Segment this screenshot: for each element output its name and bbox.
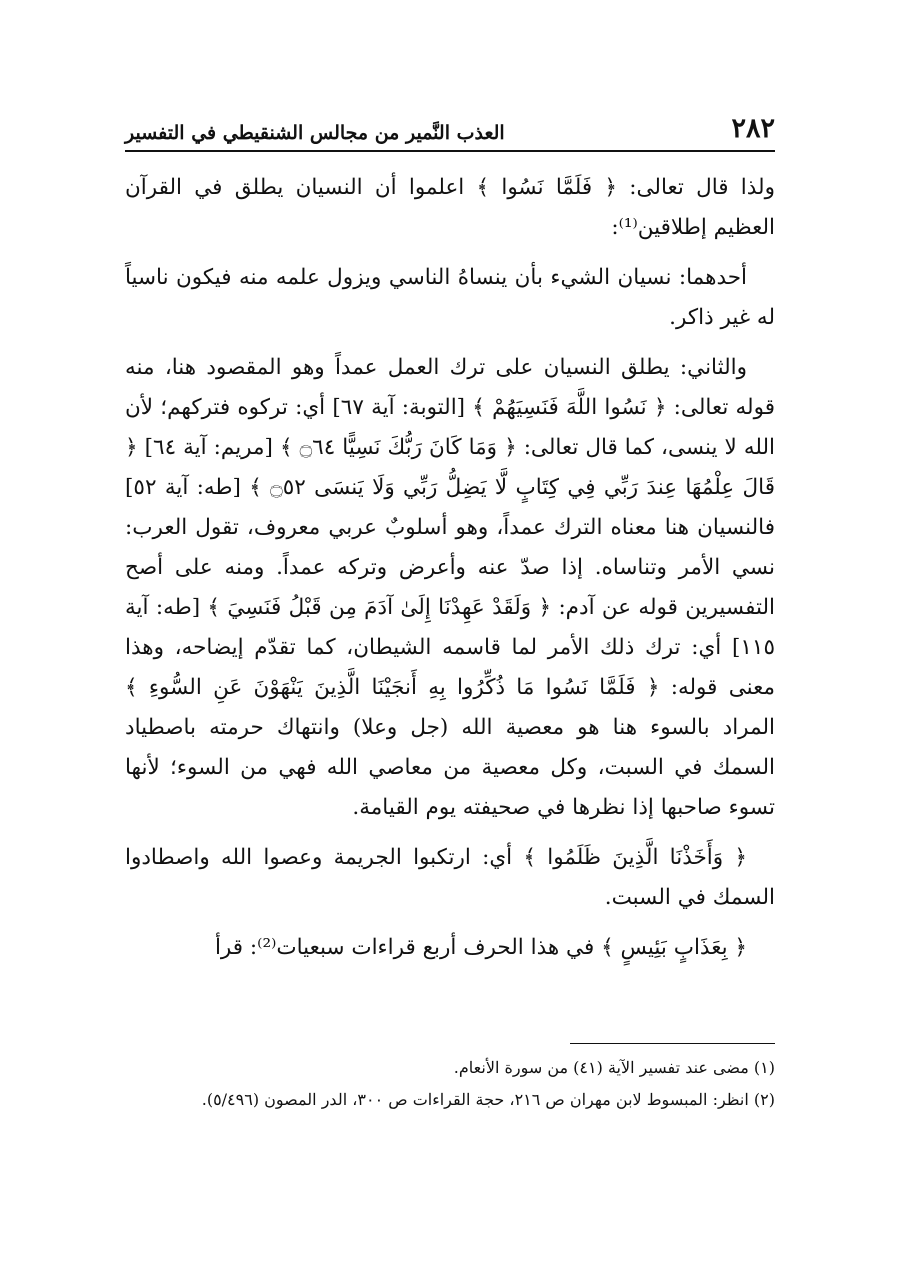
running-title: العذب النَّمير من مجالس الشنقيطي في التفسير	[125, 122, 505, 144]
paragraph-readings: ﴿ بِعَذَابٍ بَئِيسٍ ﴾ في هذا الحرف أربع قراءات سبعيات⁽²⁾: قرأ	[214, 935, 747, 960]
footnotes	[125, 1052, 775, 1116]
paragraph-intro: ولذا قال تعالى: ﴿ فَلَمَّا نَسُوا ﴾ اعلموا أن النسيان يطلق في القرآن العظيم إطلاقين⁽¹⁾:	[125, 175, 775, 240]
footnote-2: (٢) انظر: المبسوط لابن مهران ص ٢١٦، حجة القراءات ص ٣٠٠، الدر المصون (٥/٤٩٦).	[201, 1090, 775, 1109]
page-number: ٢٨٢	[731, 113, 775, 144]
main-text	[125, 168, 775, 978]
paragraph-second-meaning: والثاني: يطلق النسيان على ترك العمل عمداً وهو المقصود هنا، منه قوله تعالى: ﴿ نَسُوا اللَّهَ فَنَسِيَهُمْ ﴾ [التوبة: آية ٦٧] أي: تركوه فتركهم؛ لأن الله لا ينسى، كما قال تعالى: ﴿ وَمَا كَانَ رَبُّكَ نَسِيًّا ۝٦٤ ﴾ [مريم: آية ٦٤] ﴿ قَالَ عِلْمُهَا عِندَ رَبِّي فِي كِتَابٍ لَّا يَضِلُّ رَبِّي وَلَا يَنسَى ۝٥٢ ﴾ [طه: آية ٥٢] فالنسيان هنا معناه الترك عمداً، وهو أسلوبٌ عربي معروف، تقول العرب: نسي الأمر وتناساه. إذا صدّ عنه وأعرض وتركه عمداً. ومنه على أصح التفسيرين قوله عن آدم: ﴿ وَلَقَدْ عَهِدْنَا إِلَىٰ آدَمَ مِن قَبْلُ فَنَسِيَ ﴾ [طه: آية ١١٥] أي: ترك ذلك الأمر لما قاسمه الشيطان، كما تقدّم إيضاحه، وهذا معنى قوله: ﴿ فَلَمَّا نَسُوا مَا ذُكِّرُوا بِهِ أَنجَيْنَا الَّذِينَ يَنْهَوْنَ عَنِ السُّوءِ ﴾ المراد بالسوء هنا هو معصية الله (جل وعلا) وانتهاك حرمته باصطياد السمك في السبت، وكل معصية من معاصي الله فهي من السوء؛ لأنها تسوء صاحبها إذا نظرها في صحيفته يوم القيامة.	[125, 355, 775, 820]
footnote-divider	[570, 1043, 775, 1044]
paragraph-took-wrongdoers: ﴿ وَأَخَذْنَا الَّذِينَ ظَلَمُوا ﴾ أي: ارتكبوا الجريمة وعصوا الله واصطادوا السمك في السبت.	[125, 845, 775, 910]
page-header	[125, 108, 775, 152]
paragraph-first-meaning: أحدهما: نسيان الشيء بأن ينساهُ الناسي ويزول علمه منه فيكون ناسياً له غير ذاكر.	[125, 265, 775, 330]
footnote-1: (١) مضى عند تفسير الآية (٤١) من سورة الأنعام.	[453, 1058, 775, 1077]
